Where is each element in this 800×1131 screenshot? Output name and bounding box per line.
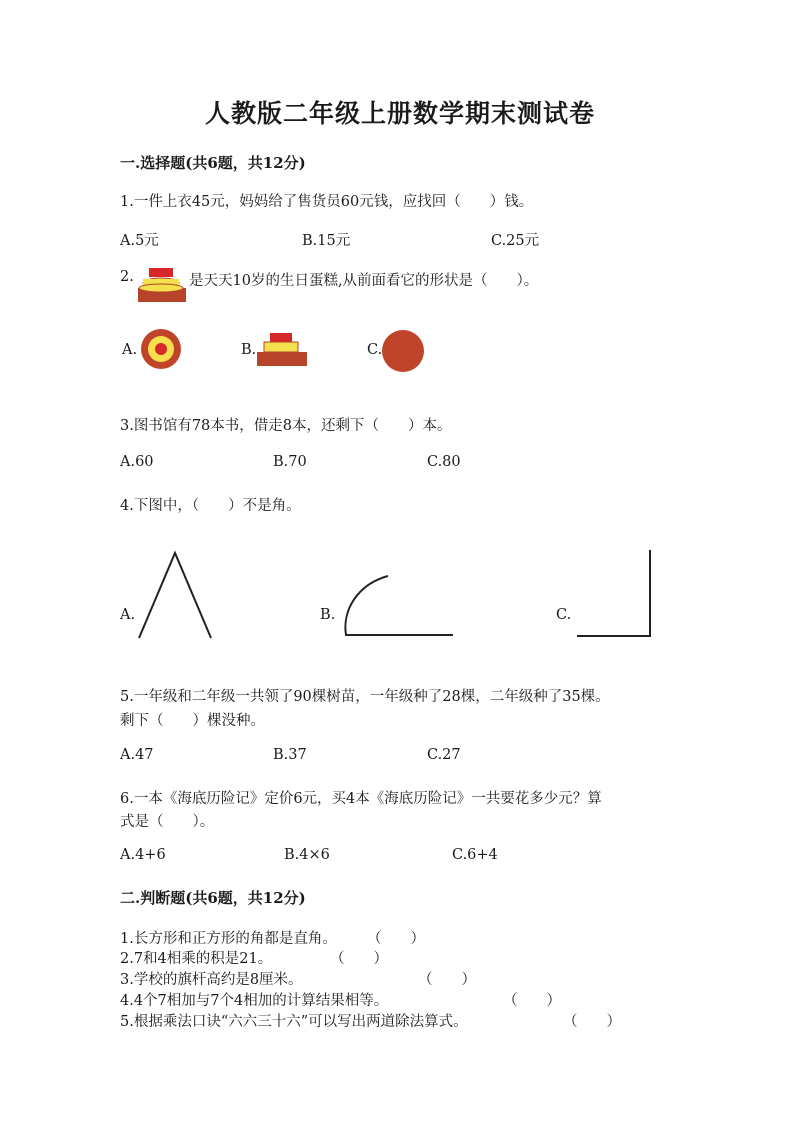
judgement-item-5: 5.根据乘法口诀“六六三十六”可以写出两道除法算式。 [120, 1014, 468, 1030]
cake-front-view [256, 333, 308, 367]
judgement-blank-2[interactable]: （ ） [330, 951, 388, 967]
page-title: 人教版二年级上册数学期末测试卷 [204, 99, 595, 128]
judgement-item-4: 4.4个7相加与7个4相加的计算结果相等。 [120, 993, 389, 1009]
q1-option-a[interactable]: A.5元 [120, 233, 159, 249]
section-heading-choice: 一.选择题(共6题，共12分) [120, 154, 306, 172]
question-5-line-2: 剩下（ ）棵没种。 [120, 713, 265, 729]
judgement-blank-1[interactable]: （ ） [367, 931, 425, 947]
q2-option-c[interactable]: C. [367, 342, 383, 358]
q2-option-a[interactable]: A. [122, 342, 138, 358]
q1-option-c[interactable]: C.25元 [491, 233, 540, 249]
angle-a [135, 550, 215, 642]
judgement-blank-3[interactable]: （ ） [418, 972, 476, 988]
judgement-blank-5[interactable]: （ ） [563, 1014, 621, 1030]
q6-option-c[interactable]: C.6+4 [452, 847, 498, 863]
q3-option-a[interactable]: A.60 [120, 454, 154, 470]
q6-option-a[interactable]: A.4+6 [120, 847, 166, 863]
q5-option-c[interactable]: C.27 [427, 747, 461, 763]
q3-option-b[interactable]: B.70 [273, 454, 307, 470]
judgement-item-1: 1.长方形和正方形的角都是直角。 [120, 931, 337, 947]
cake-icon [137, 266, 189, 306]
angle-c [574, 548, 654, 640]
question-2-number: 2. [120, 269, 134, 285]
cake-circle-view [381, 329, 425, 373]
q1-option-b[interactable]: B.15元 [302, 233, 351, 249]
q5-option-b[interactable]: B.37 [273, 747, 307, 763]
section-heading-judgement: 二.判断题(共6题，共12分) [120, 889, 306, 907]
q6-option-b[interactable]: B.4×6 [284, 847, 330, 863]
question-2: 是天天10岁的生日蛋糕,从前面看它的形状是（ ）。 [189, 273, 539, 289]
judgement-blank-4[interactable]: （ ） [503, 993, 561, 1009]
q3-option-c[interactable]: C.80 [427, 454, 461, 470]
judgement-item-3: 3.学校的旗杆高约是8厘米。 [120, 972, 303, 988]
question-1: 1.一件上衣45元，妈妈给了售货员60元钱，应找回（ ）钱。 [120, 194, 534, 210]
question-4: 4.下图中，（ ）不是角。 [120, 498, 301, 514]
question-6-line-1: 6.一本《海底历险记》定价6元，买4本《海底历险记》一共要花多少元？算 [120, 791, 602, 807]
cake-top-view [139, 327, 183, 371]
question-6-line-2: 式是（ ）。 [120, 814, 215, 830]
question-5-line-1: 5.一年级和二年级一共领了90棵树苗，一年级种了28棵，二年级种了35棵。 [120, 689, 610, 705]
question-3: 3.图书馆有78本书，借走8本，还剩下（ ）本。 [120, 418, 452, 434]
q2-option-b[interactable]: B. [241, 342, 257, 358]
curve-b [340, 572, 456, 638]
judgement-item-2: 2.7和4相乘的积是21。 [120, 951, 273, 967]
q4-option-b[interactable]: B. [320, 607, 336, 623]
q4-option-c[interactable]: C. [556, 607, 572, 623]
q5-option-a[interactable]: A.47 [120, 747, 154, 763]
q4-option-a[interactable]: A. [120, 607, 136, 623]
